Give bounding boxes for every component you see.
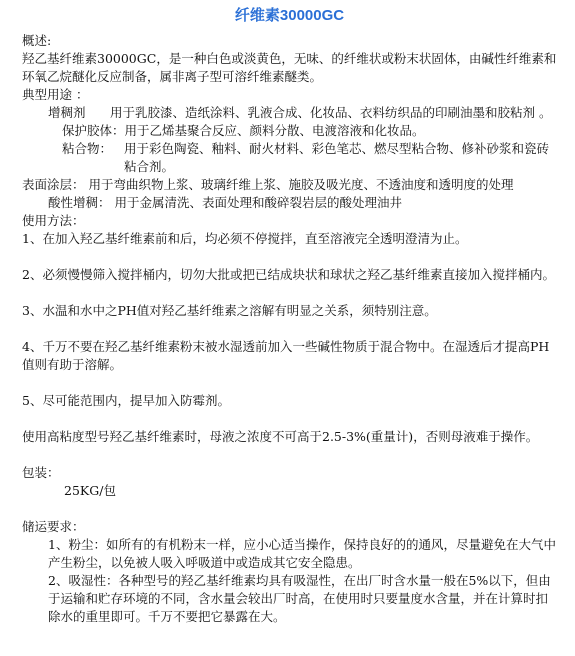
method-step: 1、在加入羟乙基纤维素前和后，均必须不停搅拌，直至溶液完全透明澄清为止。 (22, 231, 468, 246)
acid-thickener-line: 酸性增稠： 用于金属清洗、表面处理和酸碎裂岩层的酸处理油井 (48, 195, 402, 210)
method-step: 4、千万不要在羟乙基纤维素粉末被水湿透前加入一些碱性物质于混合物中。在湿透后才提高PH值则有助于溶解。 (22, 339, 550, 372)
usage-desc: 用于乳胶漆、造纸涂料、乳液合成、化妆品、衣料纺织品的印刷油墨和胶粘剂 。 (110, 105, 552, 120)
usage-term: 增稠剂 (48, 105, 86, 120)
storage-item-dust: 1、粉尘：如所有的有机粉末一样，应小心适当操作，保持良好的的通风，尽量避免在大气中产生粉尘，以免被人吸入呼吸道中或造成其它安全隐患。 (48, 537, 556, 570)
method-section (22, 212, 557, 446)
usage-desc: 用于乙烯基聚合反应、颜料分散、电渡溶液和化妆品。 (124, 123, 425, 138)
typical-use-section (22, 86, 557, 212)
method-step: 5、尽可能范围内，提早加入防霉剂。 (22, 393, 230, 408)
usage-item-binder (22, 140, 557, 176)
document-title: 纤维素30000GC (234, 7, 345, 24)
storage-heading: 储运要求： (22, 519, 85, 534)
spacer (22, 320, 557, 338)
usage-item-thickener (22, 104, 557, 122)
usage-term: 粘合物： (62, 141, 113, 156)
overview-text: 羟乙基纤维素30000GC，是一种白色或淡黄色，无味、的纤维状或粉末状固体，由碱性纤维素和环氧乙烷醚化反应制备，属非离子型可溶纤维素醚类。 (22, 51, 557, 84)
storage-section (22, 518, 557, 626)
overview-section (22, 32, 557, 86)
usage-desc: 用于彩色陶瓷、釉料、耐火材料、彩色笔芯、燃尽型粘合物、修补砂浆和瓷砖粘合剂。 (124, 141, 550, 174)
packing-value: 25KG/包 (64, 483, 116, 498)
spacer (22, 410, 557, 428)
storage-item-moisture: 2、吸湿性：各种型号的羟乙基纤维素均具有吸湿性，在出厂时含水量一般在5%以下，但由于运输和贮存环境的不同，含水量会较出厂时高，在使用时只要量度水含量，并在计算时扣除水的重里即可。千万不要把它暴露在大。 (48, 573, 551, 624)
usage-term: 保护胶体： (62, 123, 125, 138)
method-step: 2、必须慢慢筛入搅拌桶内，切勿大批或把已结成块状和球状之羟乙基纤维素直接加入搅拌桶内。 (22, 267, 555, 282)
spacer (22, 500, 557, 518)
spacer (22, 284, 557, 302)
typical-use-heading: 典型用途 ： (22, 87, 89, 102)
method-note: 使用高粘度型号羟乙基纤维素时，母液之浓度不可高于2.5-3%(重量计)，否则母液难于操作。 (22, 429, 539, 444)
surface-coat-line: 表面涂层： 用于弯曲织物上浆、玻璃纤维上浆、施胶及吸光度、不透油度和透明度的处理 (22, 177, 514, 192)
method-heading: 使用方法： (22, 213, 85, 228)
spacer (22, 248, 557, 266)
overview-heading: 概述: (22, 33, 52, 48)
method-step: 3、水温和水中之PH值对羟乙基纤维素之溶解有明显之关系，须特别注意。 (22, 303, 437, 318)
spacer (22, 446, 557, 464)
usage-item-protective-colloid (22, 122, 557, 140)
packing-section (22, 464, 557, 500)
packing-heading: 包装： (22, 465, 60, 480)
spacer (22, 374, 557, 392)
